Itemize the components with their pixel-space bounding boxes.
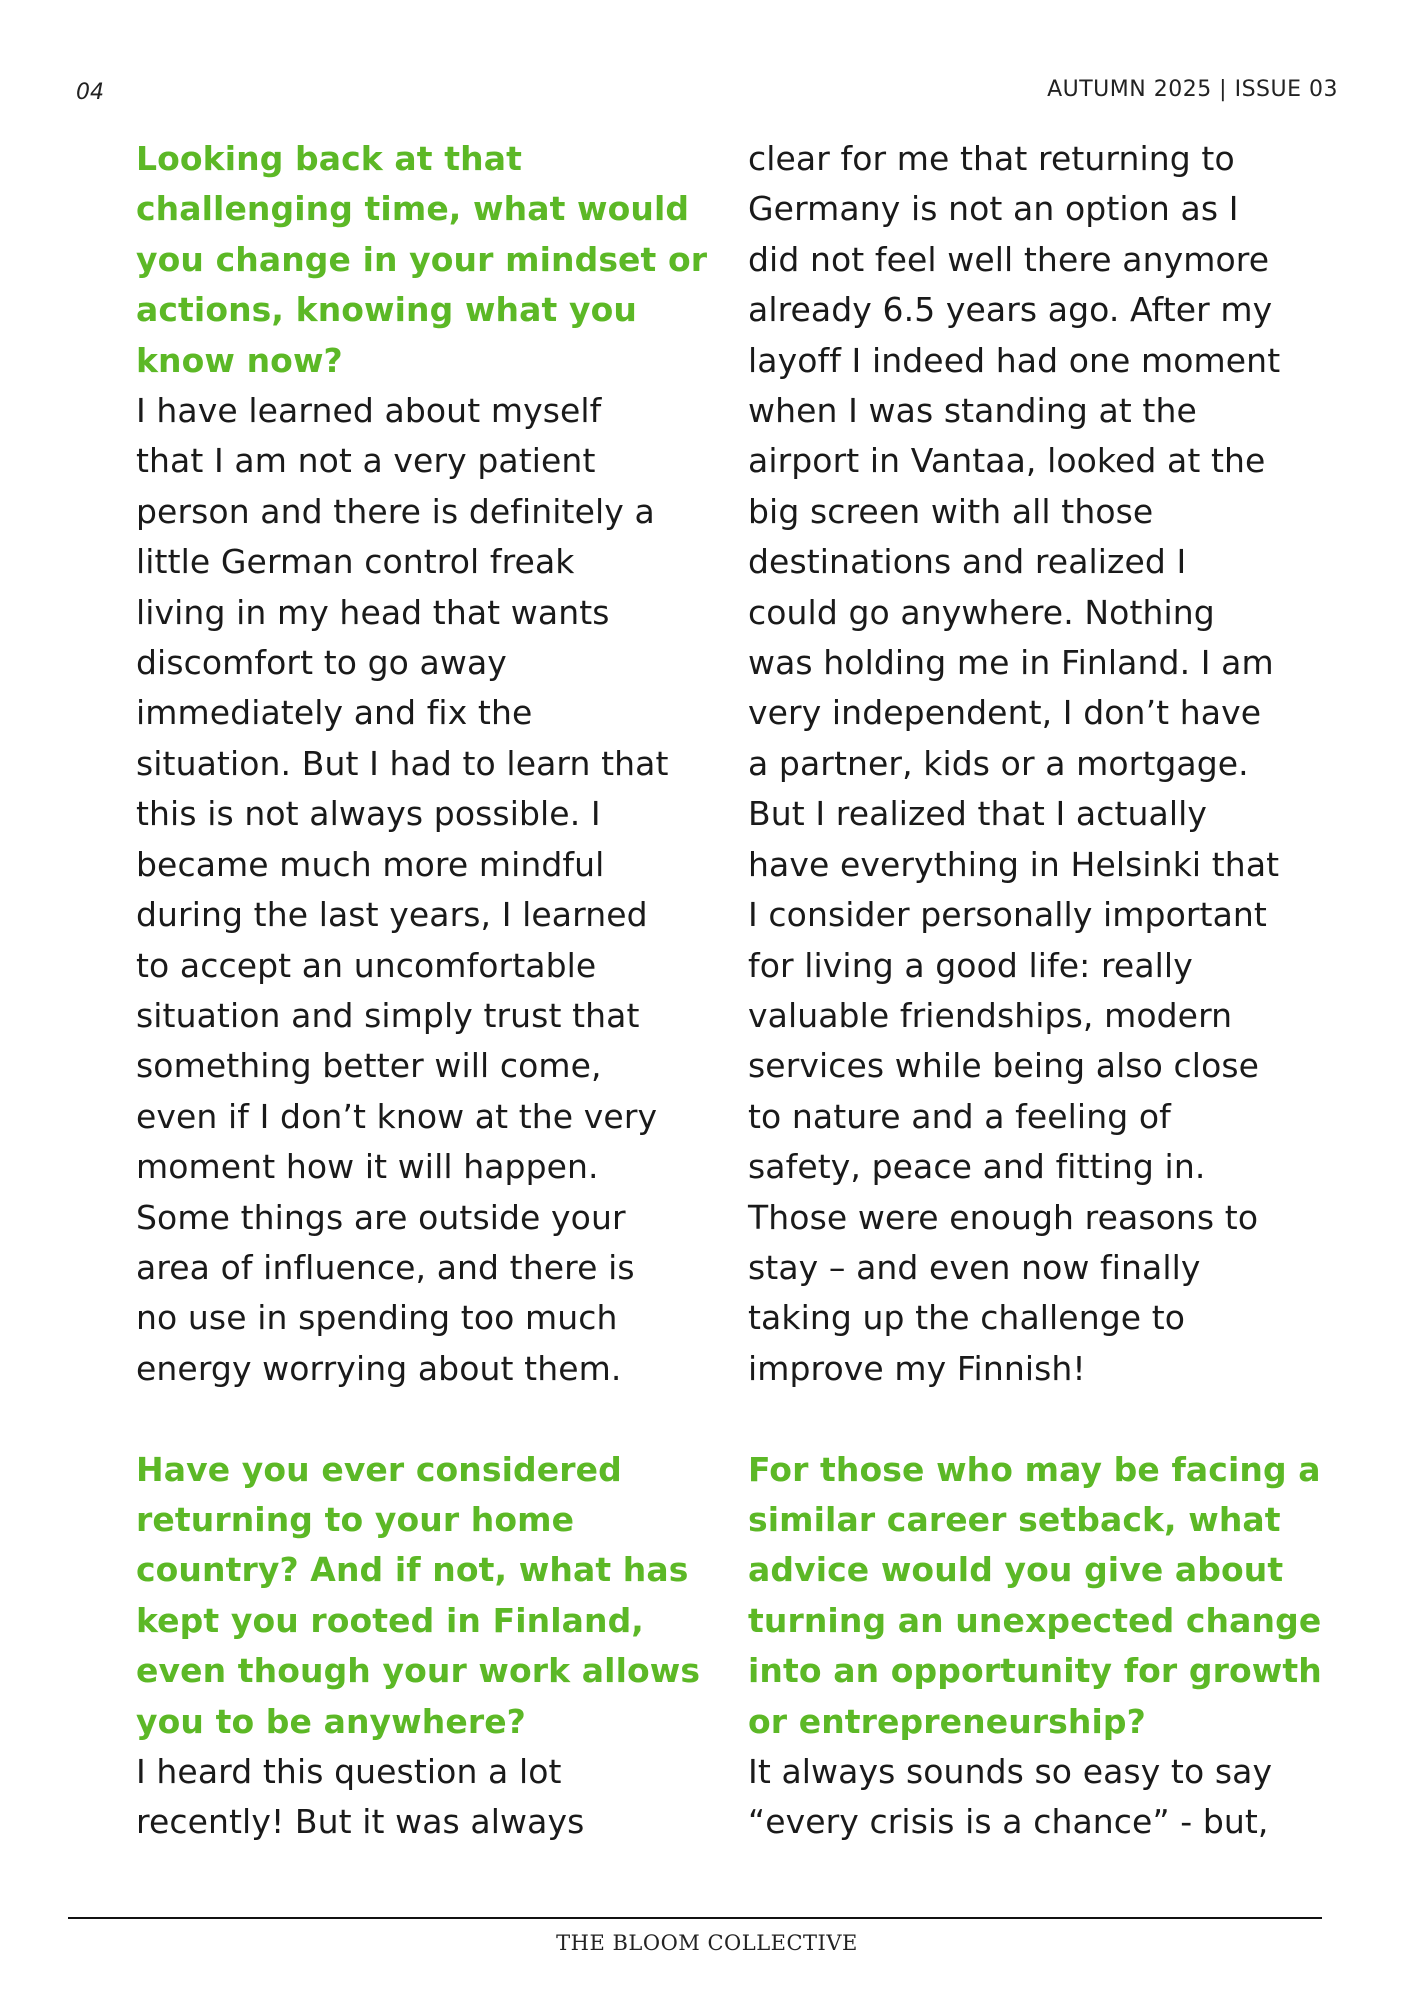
question-mindset: Looking back at that challenging time, what would you change in your mindset or actions, knowing what you know now? [136,139,708,380]
footer-publication-name: THE BLOOM COLLECTIVE [556,1931,858,1955]
left-column [136,134,716,1848]
issue-label: AUTUMN 2025 | ISSUE 03 [1047,77,1338,102]
footer-divider [68,1917,1322,1919]
answer-home-country-start: I heard this question a lot recently! But it was always [136,1751,585,1842]
paragraph-gap [748,1394,1328,1444]
question-career-setback: For those who may be facing a similar career setback, what advice would you give about turning an unexpected change into an opportunity for growth or entrepreneurship? [748,1449,1322,1741]
paragraph-gap [136,1394,716,1444]
answer-career-setback-start: It always sounds so easy to say “every crisis is a chance” - but, [748,1751,1273,1842]
answer-home-country-continued: clear for me that returning to Germany is not an option as I did not feel well there anymore already 6.5 years ago. After my layoff I indeed had one moment when I was standing at the airport in Vantaa, looked at the big screen with all those destinations and realized I could go anywhere. Nothing was holding me in Finland. I am very independent, I don’t have a partner, kids or a mortgage. But I realized that I actually have everything in Helsinki that I consider personally important for living a good life: really valuable friendships, modern services while being also close to nature and a feeling of safety, peace and fitting in. Those were enough reasons to stay – and even now finally taking up the challenge to improve my Finnish! [748,139,1281,1388]
page-number: 04 [76,80,104,105]
right-column [748,134,1328,1848]
answer-mindset: I have learned about myself that I am not a very patient person and there is definitely a little German control freak living in my head that wants discomfort to go away immediately and fix the situation. But I had to learn that this is not always possible. I became much more mindful during the last years, I learned to accept an uncomfortable situation and simply trust that something better will come, even if I don’t know at the very moment how it will happen. Some things are outside your area of influence, and there is no use in spending too much energy worrying about them. [136,391,669,1388]
question-home-country: Have you ever considered returning to your home country? And if not, what has kept you rooted in Finland, even though your work allows you to be anywhere? [136,1449,701,1741]
